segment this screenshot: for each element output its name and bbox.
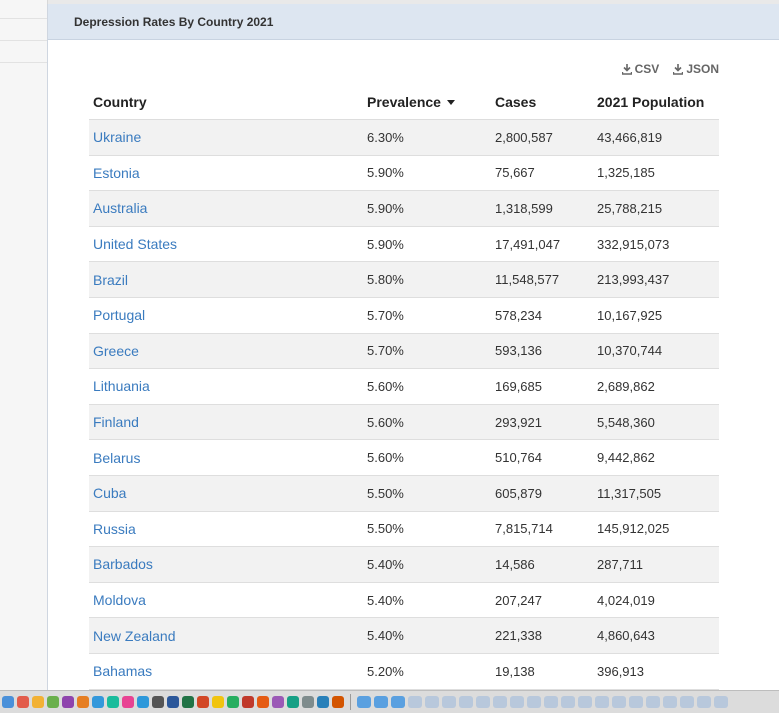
population-cell: 11,317,505 (593, 475, 719, 511)
messages-icon[interactable] (122, 696, 134, 708)
prevalence-cell: 5.80% (363, 262, 491, 298)
country-cell (89, 475, 363, 511)
table-row (89, 333, 719, 369)
json-label: JSON (686, 62, 719, 76)
table-body (89, 120, 719, 690)
population-cell: 213,993,437 (593, 262, 719, 298)
cases-cell: 2,800,587 (491, 120, 593, 156)
country-link[interactable]: Estonia (93, 164, 140, 181)
cases-cell: 510,764 (491, 440, 593, 476)
app-icon[interactable] (287, 696, 299, 708)
depression-rates-panel (47, 4, 779, 690)
music-icon[interactable] (77, 696, 89, 708)
chrome-icon[interactable] (137, 696, 149, 708)
cases-cell: 593,136 (491, 333, 593, 369)
table-row (89, 618, 719, 654)
table-row (89, 582, 719, 618)
population-cell: 10,370,744 (593, 333, 719, 369)
cases-cell: 7,815,714 (491, 511, 593, 547)
country-cell (89, 262, 363, 298)
minimized-window-icon[interactable] (578, 696, 592, 708)
country-link[interactable]: New Zealand (93, 627, 176, 644)
table-row (89, 404, 719, 440)
cases-cell: 207,247 (491, 582, 593, 618)
population-cell: 2,689,862 (593, 369, 719, 405)
minimized-window-icon[interactable] (663, 696, 677, 708)
population-cell: 25,788,215 (593, 191, 719, 227)
population-cell: 43,466,819 (593, 120, 719, 156)
country-link[interactable]: Lithuania (93, 378, 150, 395)
prevalence-cell: 5.60% (363, 404, 491, 440)
prevalence-cell: 5.60% (363, 440, 491, 476)
minimized-window-icon[interactable] (561, 696, 575, 708)
cases-cell: 578,234 (491, 297, 593, 333)
app-icon[interactable] (212, 696, 224, 708)
cases-cell: 221,338 (491, 618, 593, 654)
app-icon[interactable] (272, 696, 284, 708)
country-cell (89, 404, 363, 440)
country-link[interactable]: Ukraine (93, 129, 142, 146)
minimized-window-icon[interactable] (544, 696, 558, 708)
minimized-window-icon[interactable] (527, 696, 541, 708)
download-icon (622, 64, 632, 75)
csv-download-link[interactable] (622, 62, 660, 76)
prevalence-cell: 5.70% (363, 297, 491, 333)
country-cell (89, 155, 363, 191)
minimized-window-icon[interactable] (612, 696, 626, 708)
prevalence-cell: 5.90% (363, 226, 491, 262)
country-link[interactable]: Greece (93, 342, 139, 359)
excel-icon[interactable] (182, 696, 194, 708)
minimized-window-icon[interactable] (374, 696, 388, 708)
csv-label: CSV (634, 62, 660, 76)
minimized-window-icon[interactable] (697, 696, 711, 708)
prevalence-cell: 5.20% (363, 653, 491, 689)
country-link[interactable]: Russia (93, 520, 136, 537)
minimized-window-icon[interactable] (629, 696, 643, 708)
table-row (89, 297, 719, 333)
population-cell: 396,913 (593, 653, 719, 689)
country-link[interactable]: Barbados (93, 556, 153, 573)
country-cell (89, 440, 363, 476)
population-cell: 287,711 (593, 547, 719, 583)
table-row (89, 511, 719, 547)
population-cell: 145,912,025 (593, 511, 719, 547)
minimized-window-icon[interactable] (595, 696, 609, 708)
minimized-window-icon[interactable] (646, 696, 660, 708)
terminal-icon[interactable] (152, 696, 164, 708)
header-population[interactable]: 2021 Population (593, 84, 719, 120)
table-row (89, 226, 719, 262)
prevalence-cell: 5.90% (363, 191, 491, 227)
table-row (89, 475, 719, 511)
prevalence-cell: 5.60% (363, 369, 491, 405)
cases-cell: 169,685 (491, 369, 593, 405)
country-link[interactable]: Bahamas (93, 663, 153, 680)
minimized-window-icon[interactable] (680, 696, 694, 708)
minimized-window-icon[interactable] (357, 696, 371, 708)
prevalence-cell: 5.50% (363, 475, 491, 511)
country-link[interactable]: Australia (93, 200, 148, 217)
word-icon[interactable] (167, 696, 179, 708)
country-cell (89, 226, 363, 262)
population-cell: 4,860,643 (593, 618, 719, 654)
country-link[interactable]: Cuba (93, 485, 127, 502)
minimized-window-icon[interactable] (442, 696, 456, 708)
table-row (89, 653, 719, 689)
table-row (89, 155, 719, 191)
cases-cell: 19,138 (491, 653, 593, 689)
country-cell (89, 120, 363, 156)
header-prevalence[interactable]: Prevalence (363, 84, 491, 120)
country-cell (89, 369, 363, 405)
country-cell (89, 191, 363, 227)
cases-cell: 17,491,047 (491, 226, 593, 262)
cases-cell: 293,921 (491, 404, 593, 440)
table-row (89, 262, 719, 298)
country-link[interactable]: Moldova (93, 592, 146, 609)
country-cell (89, 547, 363, 583)
population-cell: 9,442,862 (593, 440, 719, 476)
minimized-window-icon[interactable] (493, 696, 507, 708)
country-cell (89, 582, 363, 618)
table-row (89, 120, 719, 156)
powerpoint-icon[interactable] (197, 696, 209, 708)
prevalence-cell: 6.30% (363, 120, 491, 156)
header-cases[interactable]: Cases (491, 84, 593, 120)
header-country[interactable]: Country (89, 84, 363, 120)
country-link[interactable]: Brazil (93, 271, 129, 288)
prevalence-cell: 5.40% (363, 618, 491, 654)
table-row (89, 191, 719, 227)
app-icon[interactable] (227, 696, 239, 708)
app-icon[interactable] (242, 696, 254, 708)
firefox-icon[interactable] (257, 696, 269, 708)
population-cell: 5,548,360 (593, 404, 719, 440)
panel-header (48, 4, 779, 40)
photos-icon[interactable] (92, 696, 104, 708)
panel-title: Depression Rates By Country 2021 (74, 14, 274, 29)
table-row (89, 440, 719, 476)
app-icon[interactable] (332, 696, 344, 708)
prevalence-cell: 5.50% (363, 511, 491, 547)
minimized-window-icon[interactable] (510, 696, 524, 708)
app-icon[interactable] (302, 696, 314, 708)
country-link[interactable]: Portugal (93, 307, 146, 324)
launchpad-icon[interactable] (17, 696, 29, 708)
prevalence-cell: 5.40% (363, 547, 491, 583)
country-link[interactable]: Belarus (93, 449, 141, 466)
app-icon[interactable] (317, 696, 329, 708)
population-cell: 1,325,185 (593, 155, 719, 191)
minimized-window-icon[interactable] (714, 696, 728, 708)
cases-cell: 1,318,599 (491, 191, 593, 227)
country-cell (89, 618, 363, 654)
country-link[interactable]: United States (93, 236, 178, 253)
finder-icon[interactable] (2, 696, 14, 708)
country-cell (89, 297, 363, 333)
calendar-icon[interactable] (32, 696, 44, 708)
minimized-window-icon[interactable] (391, 696, 405, 708)
background-window-strip (0, 0, 48, 690)
country-cell (89, 653, 363, 689)
reminders-icon[interactable] (62, 696, 74, 708)
prevalence-cell: 5.90% (363, 155, 491, 191)
minimized-window-icon[interactable] (459, 696, 473, 708)
notes-icon[interactable] (47, 696, 59, 708)
minimized-window-icon[interactable] (408, 696, 422, 708)
json-download-link[interactable] (673, 62, 719, 76)
cases-cell: 11,548,577 (491, 262, 593, 298)
safari-icon[interactable] (107, 696, 119, 708)
table-row (89, 369, 719, 405)
population-cell: 332,915,073 (593, 226, 719, 262)
country-cell (89, 511, 363, 547)
cases-cell: 14,586 (491, 547, 593, 583)
population-cell: 10,167,925 (593, 297, 719, 333)
cases-cell: 605,879 (491, 475, 593, 511)
cases-cell: 75,667 (491, 155, 593, 191)
dock-separator (350, 694, 351, 710)
country-link[interactable]: Finland (93, 414, 139, 431)
prevalence-cell: 5.40% (363, 582, 491, 618)
export-links (622, 62, 719, 76)
table-row (89, 547, 719, 583)
prevalence-cell: 5.70% (363, 333, 491, 369)
country-table (89, 84, 719, 690)
dock (0, 690, 779, 713)
country-cell (89, 333, 363, 369)
population-cell: 4,024,019 (593, 582, 719, 618)
download-icon (673, 64, 683, 75)
sort-descending-icon (447, 100, 455, 105)
table-header-row (89, 84, 719, 120)
minimized-window-icon[interactable] (425, 696, 439, 708)
minimized-window-icon[interactable] (476, 696, 490, 708)
